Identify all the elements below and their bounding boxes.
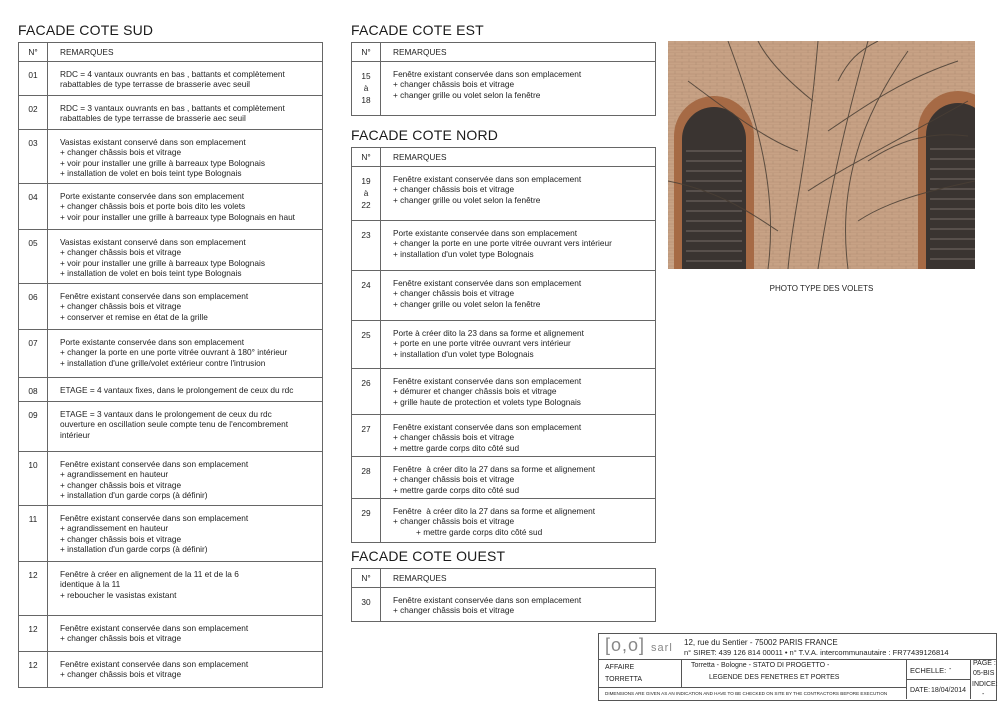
photo-caption: PHOTO TYPE DES VOLETS	[769, 284, 874, 293]
row-number	[352, 457, 381, 499]
row-number-part: 22	[361, 200, 371, 210]
remark-line: + installation d'un volet type Bolognais	[393, 248, 534, 259]
row-remarks	[48, 230, 323, 284]
row-number	[352, 167, 381, 221]
table-row	[19, 652, 323, 688]
title-block	[598, 633, 997, 701]
remark-line: Fenêtre existant conservée dans son emplacement	[60, 291, 249, 301]
remark-line: + changer grille ou volet selon la fenêtre	[393, 194, 541, 205]
remark-line: + voir pour installer une grille à barreaux type Bolognais	[60, 157, 266, 168]
table-header	[352, 148, 656, 167]
row-number-part: 09	[28, 410, 38, 420]
row-remarks	[48, 562, 323, 616]
table-header	[352, 43, 656, 62]
remark-line: Fenêtre existant conservée dans son emplacement	[393, 595, 582, 605]
project-line2: LEGENDE DES FENETRES ET PORTES	[709, 674, 840, 681]
table-row	[19, 378, 323, 402]
remark-line: + agrandissement en hauteur	[60, 469, 169, 480]
header-remarks: REMARQUES	[381, 148, 656, 167]
row-number-part: 28	[361, 466, 371, 476]
table-row	[19, 402, 323, 452]
remark-line: Fenêtre à créer en alignement de la 11 et de la 6	[60, 569, 239, 579]
divider-v3	[970, 659, 971, 699]
row-number	[19, 562, 48, 616]
logo-suffix: sarl	[651, 642, 673, 654]
row-remarks	[48, 616, 323, 652]
row-number-part: 15	[361, 71, 371, 81]
row-number-part: 11	[28, 514, 38, 524]
row-number-part: 05	[28, 238, 38, 248]
table-row	[352, 221, 656, 271]
disclaimer: DIMENSIONS ARE GIVEN AS AN INDICATION AND HAVE TO BE CHECKED ON SITE BY THE CONTRACTORS BEFORE EXECUTION	[605, 691, 888, 696]
remark-line: ETAGE = 3 vantaux dans le prolongement de ceux du rdc	[60, 409, 272, 419]
row-number	[352, 321, 381, 369]
remark-line: + agrandissement en hauteur	[60, 523, 169, 534]
echelle-label: ECHELLE:	[910, 666, 947, 675]
remark-line: + installation d'une grille/volet extérieur contre l'intrusion	[60, 357, 266, 368]
remark-line: + démurer et changer châssis bois et vitrage	[393, 386, 557, 397]
row-number-part: 24	[361, 280, 371, 290]
remark-line: + mettre garde corps dito côté sud	[393, 526, 543, 537]
row-number	[19, 130, 48, 184]
remark-line: + mettre garde corps dito côté sud	[393, 484, 520, 495]
remark-line: identique à la 11	[60, 579, 121, 590]
table-row	[352, 167, 656, 221]
shutter-photo	[668, 41, 975, 269]
row-number	[19, 230, 48, 284]
remark-line: + changer la porte en une porte vitrée ouvrant vers intérieur	[393, 238, 612, 249]
remark-line: + changer châssis bois et vitrage	[60, 533, 182, 544]
remark-line: Fenêtre existant conservée dans son emplacement	[60, 513, 249, 523]
table-row	[352, 321, 656, 369]
remark-line: ouverture en oscillation seule compte tenu de l'encombrement	[60, 419, 289, 430]
remark-line: Vasistas existant conservé dans son emplacement	[60, 237, 246, 247]
row-remarks	[48, 452, 323, 506]
row-number-part: 12	[28, 660, 38, 670]
row-number	[352, 271, 381, 321]
row-number	[352, 221, 381, 271]
table-row	[19, 616, 323, 652]
table-row	[19, 284, 323, 330]
section-title-ouest: FACADE COTE OUEST	[351, 548, 506, 564]
remark-line: + changer châssis bois et vitrage	[393, 79, 515, 90]
table-row	[19, 230, 323, 284]
row-number-part: 01	[28, 70, 38, 80]
row-number-part: 26	[361, 378, 371, 388]
remark-line: Fenêtre existant conservée dans son emplacement	[393, 376, 582, 386]
row-remarks	[381, 221, 656, 271]
row-number-part: 08	[28, 386, 38, 396]
header-remarks: REMARQUES	[381, 43, 656, 62]
row-remarks	[381, 499, 656, 543]
remark-line: ETAGE = 4 vantaux fixes, dans le prolongement de ceux du rdc	[60, 385, 294, 395]
remark-line: + porte en une porte vitrée ouvrant vers intérieur	[393, 338, 571, 349]
remark-line: Fenêtre existant conservée dans son emplacement	[393, 174, 582, 184]
remark-line: + changer châssis bois et vitrage	[60, 147, 182, 158]
row-number	[19, 452, 48, 506]
remark-line: + reboucher le vasistas existant	[60, 589, 177, 600]
remark-line: Fenêtre à créer dito la 27 dans sa forme et alignement	[393, 506, 596, 516]
header-no: N°	[352, 43, 381, 62]
date-value: 18/04/2014	[931, 687, 967, 694]
remark-line: + changer châssis bois et vitrage	[393, 605, 515, 616]
echelle-value: -	[949, 666, 952, 673]
page-value: 05-BIS	[973, 670, 995, 677]
row-number-part: 27	[361, 424, 371, 434]
row-number	[19, 284, 48, 330]
table-row	[352, 271, 656, 321]
remark-line: + installation d'un volet type Bolognais	[393, 348, 534, 359]
row-remarks	[381, 588, 656, 622]
row-number	[19, 402, 48, 452]
row-number-part: 29	[361, 508, 371, 518]
address: 12, rue du Sentier - 75002 PARIS FRANCE	[684, 638, 838, 647]
row-remarks	[48, 284, 323, 330]
table-est	[351, 42, 656, 116]
remark-line: Fenêtre existant conservée dans son emplacement	[393, 422, 582, 432]
row-number-part: à	[363, 83, 369, 93]
remark-line: RDC = 3 vantaux ouvrants en bas , battants et complètement	[60, 103, 285, 113]
project-line1: Torretta - Bologne - STATO DI PROGETTO -	[691, 662, 830, 669]
row-remarks	[381, 62, 656, 116]
row-number	[352, 62, 381, 116]
table-row	[352, 499, 656, 543]
remark-line: Fenêtre existant conservée dans son emplacement	[393, 278, 582, 288]
table-row	[19, 452, 323, 506]
row-remarks	[48, 652, 323, 688]
row-number-part: 23	[361, 230, 371, 240]
row-number	[352, 369, 381, 415]
table-row	[19, 130, 323, 184]
row-number	[19, 378, 48, 402]
remark-line: Fenêtre existant conservée dans son emplacement	[60, 659, 249, 669]
logo-mark: [o,o]	[605, 635, 646, 655]
row-remarks	[381, 167, 656, 221]
table-ouest	[351, 568, 656, 622]
row-remarks	[48, 130, 323, 184]
row-number	[19, 96, 48, 130]
table-row	[19, 96, 323, 130]
remark-line: Porte existante conservée dans son emplacement	[60, 191, 245, 201]
row-number	[19, 330, 48, 378]
indice-value: -	[982, 691, 985, 698]
row-number-part: 25	[361, 330, 371, 340]
remark-line: + changer châssis bois et vitrage	[60, 247, 182, 258]
remark-line: Vasistas existant conservé dans son emplacement	[60, 137, 246, 147]
remark-line: rabattables de type terrasse de brasserie aec seuil	[60, 113, 246, 124]
table-row	[352, 415, 656, 457]
row-number	[19, 184, 48, 230]
row-number-part: 02	[28, 104, 38, 114]
remark-line: + changer châssis bois et porte bois dito les volets	[60, 201, 246, 212]
remark-line: + voir pour installer une grille à barreaux type Bolognais en haut	[60, 211, 295, 222]
row-remarks	[48, 378, 323, 402]
header-remarks: REMARQUES	[48, 43, 323, 62]
remark-line: + changer châssis bois et vitrage	[60, 301, 182, 312]
table-nord	[351, 147, 656, 543]
remark-line: + conserver et remise en état de la grille	[60, 311, 208, 322]
remark-line: intérieur	[60, 429, 90, 440]
remark-line: + changer châssis bois et vitrage	[393, 184, 515, 195]
table-row	[352, 588, 656, 622]
shutter-photo-illustration	[668, 41, 975, 269]
remark-line: Fenêtre existant conservée dans son emplacement	[393, 69, 582, 79]
remark-line: RDC = 4 vantaux ouvrants en bas , battants et complètement	[60, 69, 285, 79]
remark-line: + changer grille ou volet selon la fenêtre	[393, 298, 541, 309]
header-no: N°	[352, 569, 381, 588]
remark-line: Fenêtre existant conservée dans son emplacement	[60, 459, 249, 469]
table-header	[19, 43, 323, 62]
row-number-part: 30	[361, 597, 371, 607]
row-number-part: 07	[28, 338, 38, 348]
table-sud	[18, 42, 323, 688]
row-remarks	[381, 321, 656, 369]
row-number-part: 19	[361, 176, 371, 186]
remark-line: + changer châssis bois et vitrage	[393, 516, 515, 527]
row-number-part: 12	[28, 570, 38, 580]
remark-line: + changer châssis bois et vitrage	[60, 479, 182, 490]
row-number	[19, 506, 48, 562]
section-title-sud: FACADE COTE SUD	[18, 22, 154, 38]
remark-line: + mettre garde corps dito côté sud	[393, 442, 520, 453]
remark-line: + installation d'un garde corps (à définir)	[60, 543, 208, 554]
row-number-part: 04	[28, 192, 38, 202]
header-no: N°	[352, 148, 381, 167]
row-remarks	[48, 184, 323, 230]
row-remarks	[48, 96, 323, 130]
remark-line: + installation de volet en bois teint type Bolognais	[60, 267, 242, 278]
header-remarks: REMARQUES	[381, 569, 656, 588]
row-remarks	[381, 415, 656, 457]
logo	[605, 635, 673, 656]
section-title-est: FACADE COTE EST	[351, 22, 484, 38]
remark-line: Fenêtre existant conservée dans son emplacement	[60, 623, 249, 633]
row-remarks	[381, 271, 656, 321]
table-row	[352, 369, 656, 415]
remark-line: + changer grille ou volet selon la fenêtre	[393, 89, 541, 100]
remark-line: + changer châssis bois et vitrage	[393, 474, 515, 485]
divider-h1	[599, 659, 996, 660]
remark-line: + voir pour installer une grille à barreaux type Bolognais	[60, 257, 266, 268]
header-no: N°	[19, 43, 48, 62]
table-row	[19, 184, 323, 230]
row-remarks	[48, 506, 323, 562]
row-remarks	[48, 62, 323, 96]
table-row	[352, 62, 656, 116]
page-label: PAGE :	[973, 660, 996, 667]
row-number-part: 06	[28, 292, 38, 302]
row-number-part: 03	[28, 138, 38, 148]
table-row	[19, 562, 323, 616]
row-number	[19, 62, 48, 96]
remark-line: + installation de volet en bois teint type Bolognais	[60, 167, 242, 178]
row-number	[352, 588, 381, 622]
row-remarks	[381, 369, 656, 415]
row-number	[19, 652, 48, 688]
divider-h2	[906, 679, 970, 680]
table-row	[19, 506, 323, 562]
remark-line: + changer châssis bois et vitrage	[393, 432, 515, 443]
table-header	[352, 569, 656, 588]
table-row	[352, 457, 656, 499]
row-number-part: 10	[28, 460, 38, 470]
remark-line: + changer la porte en une porte vitrée ouvrant à 180° intérieur	[60, 347, 288, 358]
row-number-part: 18	[361, 95, 371, 105]
remark-line: Porte à créer dito la 23 dans sa forme et alignement	[393, 328, 584, 338]
row-remarks	[48, 330, 323, 378]
remark-line: rabattables de type terrasse de brasserie avec seuil	[60, 79, 251, 90]
row-remarks	[48, 402, 323, 452]
section-title-nord: FACADE COTE NORD	[351, 127, 499, 143]
divider-h3	[599, 687, 906, 688]
remark-line: Porte existante conservée dans son emplacement	[393, 228, 578, 238]
row-number-part: 12	[28, 624, 38, 634]
affaire-label: AFFAIRE	[605, 664, 635, 671]
divider-v1	[681, 659, 682, 687]
table-row	[19, 62, 323, 96]
remark-line: Fenêtre à créer dito la 27 dans sa forme et alignement	[393, 464, 596, 474]
remark-line: Porte existante conservée dans son emplacement	[60, 337, 245, 347]
date-label: DATE:	[910, 687, 931, 694]
remark-line: + installation d'un garde corps (à définir)	[60, 489, 208, 500]
table-row	[19, 330, 323, 378]
affaire-value: TORRETTA	[605, 676, 643, 683]
remark-line: + changer châssis bois et vitrage	[393, 288, 515, 299]
remark-line: + changer châssis bois et vitrage	[60, 669, 182, 680]
row-number	[19, 616, 48, 652]
siret: n° SIRET: 439 126 814 00011 • n° T.V.A. intercommunautaire : FR77439126814	[684, 648, 949, 657]
indice-label: INDICE:	[972, 681, 998, 688]
row-remarks	[381, 457, 656, 499]
row-number	[352, 499, 381, 543]
remark-line: + grille haute de protection et volets type Bolognais	[393, 396, 581, 407]
remark-line: + changer châssis bois et vitrage	[60, 633, 182, 644]
row-number	[352, 415, 381, 457]
row-number-part: à	[363, 188, 369, 198]
